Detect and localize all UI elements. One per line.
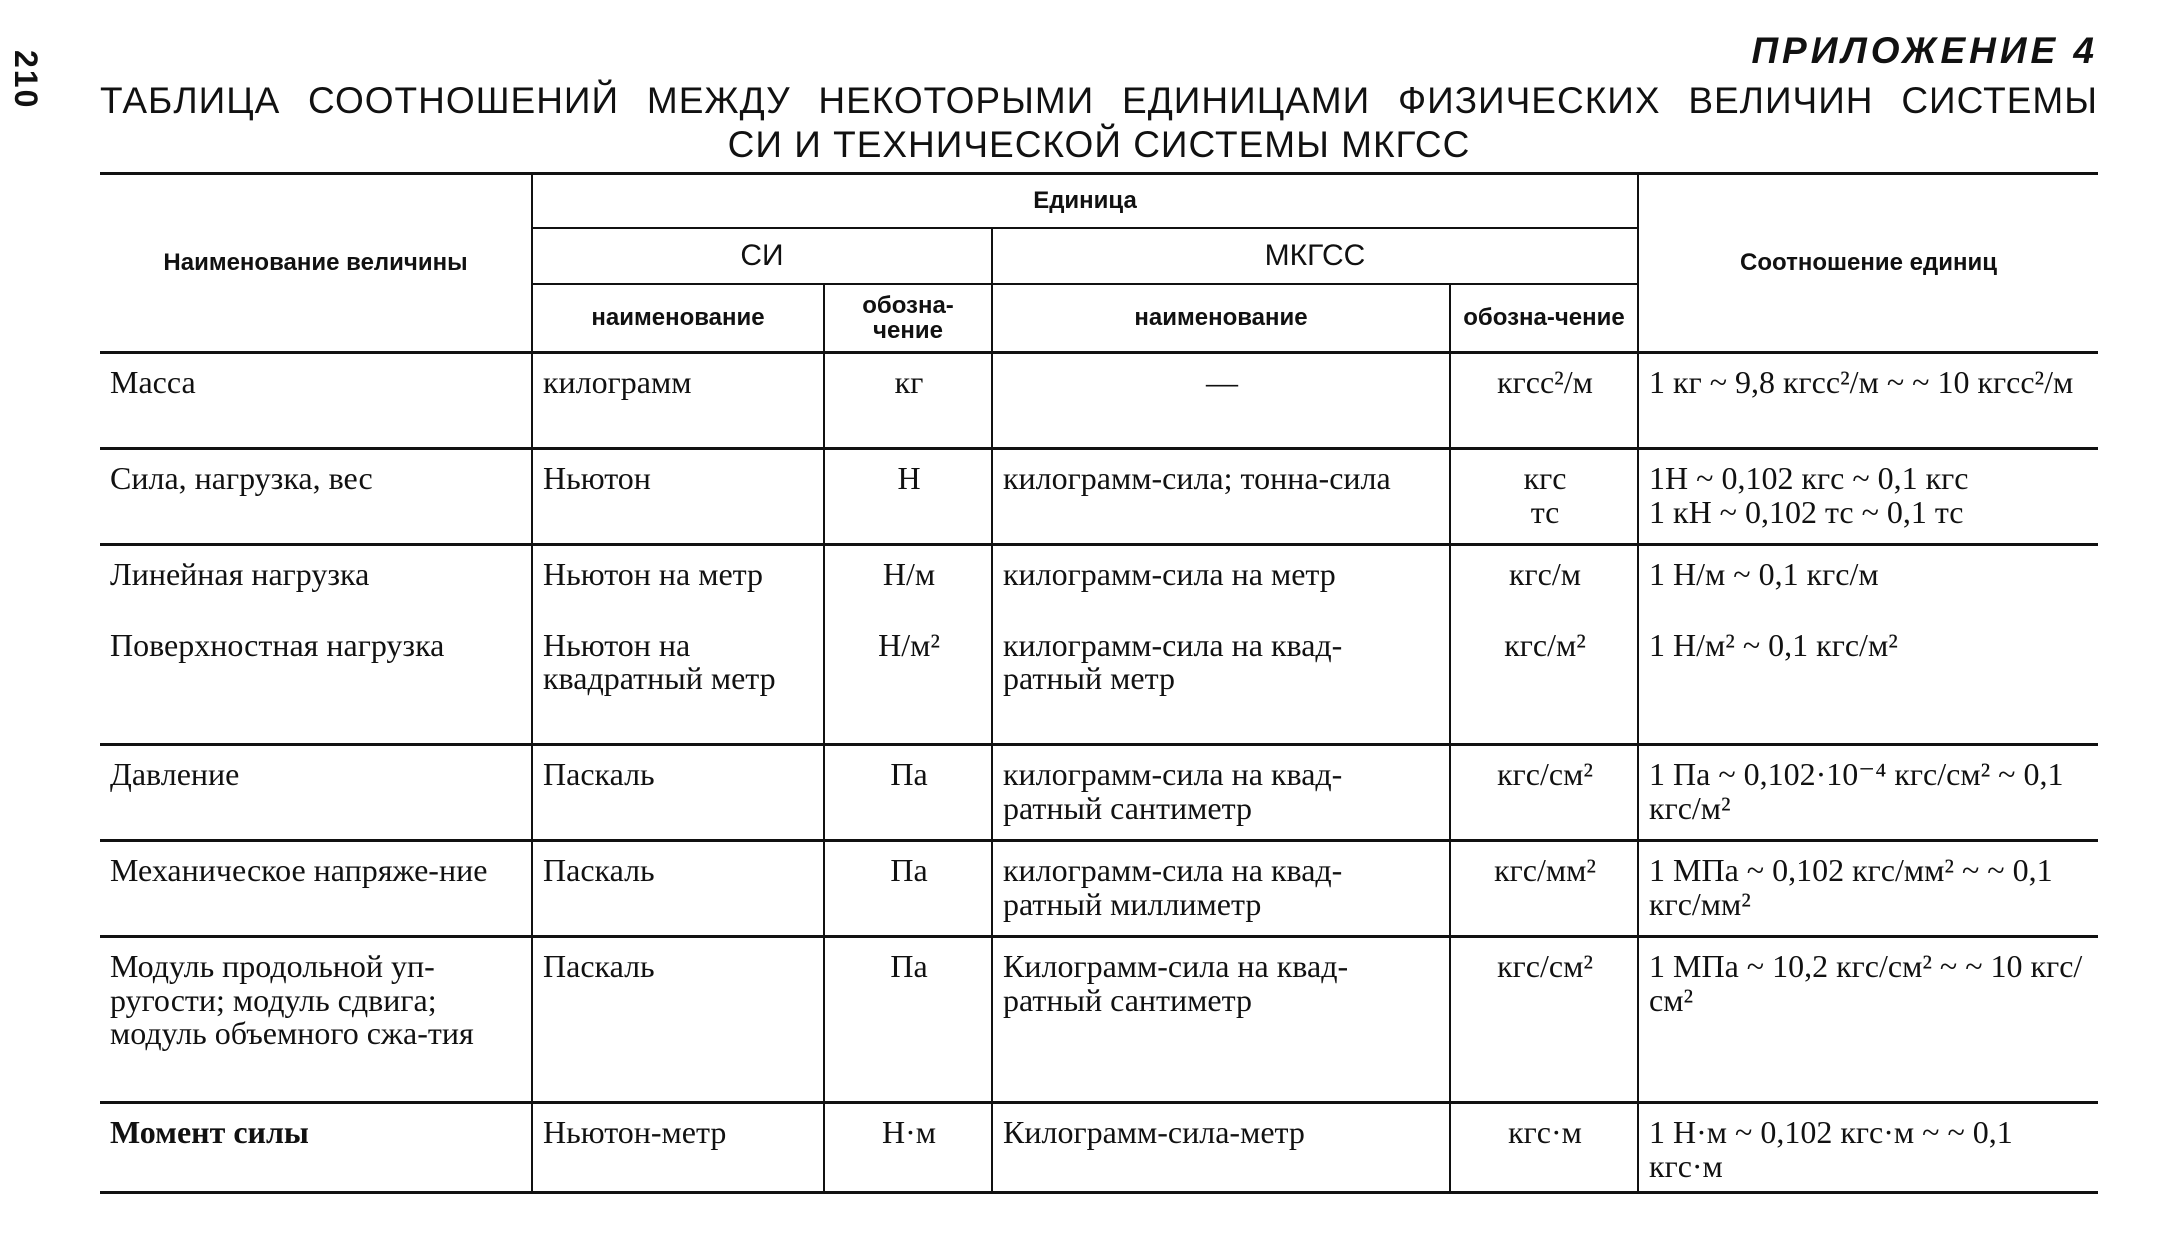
table-row xyxy=(100,617,2098,745)
table-row xyxy=(100,449,2098,545)
mkgss-name-cell: килограмм-сила на квад-ратный миллиметр xyxy=(992,841,1450,937)
mkgss-symbol-cell: кгс/мм² xyxy=(1450,841,1638,937)
quantity-cell: Сила, нагрузка, вес xyxy=(100,449,532,545)
mkgss-symbol-cell: кгс·м xyxy=(1450,1103,1638,1193)
mkgss-name-cell: килограмм-сила на квад-ратный метр xyxy=(992,617,1450,745)
page-number: 210 xyxy=(8,50,44,110)
quantity-cell: Линейная нагрузка xyxy=(100,545,532,617)
si-name-cell: Ньютон на метр xyxy=(532,545,824,617)
mkgss-symbol-line: кгс xyxy=(1523,460,1567,496)
mkgss-name-cell: килограмм-сила; тонна-сила xyxy=(992,449,1450,545)
mkgss-symbol-cell: кгс/см² xyxy=(1450,937,1638,1103)
mkgss-symbol-cell: кгс/см² xyxy=(1450,745,1638,841)
mkgss-name-cell: килограмм-сила на метр xyxy=(992,545,1450,617)
mkgss-symbol-cell: кгс/м² xyxy=(1450,617,1638,745)
table-row xyxy=(100,353,2098,449)
mkgss-symbol-line: тс xyxy=(1530,493,1560,530)
mkgss-symbol-cell xyxy=(1450,449,1638,545)
table-row xyxy=(100,1103,2098,1193)
header-relation: Соотношение единиц xyxy=(1638,174,2098,353)
header-mkgss-name: наименование xyxy=(992,284,1450,353)
table-row xyxy=(100,545,2098,617)
si-symbol-cell: Н/м xyxy=(824,545,992,617)
header-unit: Единица xyxy=(532,174,1638,229)
relation-cell: 1 Н·м ~ 0,102 кгс·м ~ ~ 0,1 кгс·м xyxy=(1638,1103,2098,1193)
appendix-label: ПРИЛОЖЕНИЕ 4 xyxy=(1751,30,2098,71)
header-si: СИ xyxy=(532,228,992,284)
si-symbol-cell: кг xyxy=(824,353,992,449)
mkgss-name-cell: Килограмм-сила-метр xyxy=(992,1103,1450,1193)
si-name-cell: Ньютон-метр xyxy=(532,1103,824,1193)
quantity-cell: Момент силы xyxy=(100,1103,532,1193)
table-row xyxy=(100,841,2098,937)
si-symbol-cell: Н·м xyxy=(824,1103,992,1193)
relation-cell: 1 кг ~ 9,8 кгсс²/м ~ ~ 10 кгсс²/м xyxy=(1638,353,2098,449)
table-title-line-2: СИ И ТЕХНИЧЕСКОЙ СИСТЕМЫ МКГСС xyxy=(727,124,1471,165)
relation-cell: 1 МПа ~ 0,102 кгс/мм² ~ ~ 0,1 кгс/мм² xyxy=(1638,841,2098,937)
mkgss-symbol-cell: кгсс²/м xyxy=(1450,353,1638,449)
header-quantity: Наименование величины xyxy=(163,249,468,277)
si-name-cell: Паскаль xyxy=(532,937,824,1103)
table-row xyxy=(100,937,2098,1103)
relation-line: 1Н ~ 0,102 кгс ~ 0,1 кгс xyxy=(1649,460,1969,496)
header-mkgss: МКГСС xyxy=(992,228,1638,284)
si-symbol-cell: Н xyxy=(824,449,992,545)
header-si-name: наименование xyxy=(532,284,824,353)
si-name-cell: Ньютон xyxy=(532,449,824,545)
mkgss-name-cell: — xyxy=(992,353,1450,449)
relation-line: 1 кН ~ 0,102 тс ~ 0,1 тс xyxy=(1649,493,1964,530)
relation-cell: 1 МПа ~ 10,2 кгс/см² ~ ~ 10 кгс/см² xyxy=(1638,937,2098,1103)
header-mkgss-symbol: обозна-чение xyxy=(1450,284,1638,353)
si-symbol-cell: Па xyxy=(824,937,992,1103)
si-name-cell: Паскаль xyxy=(532,745,824,841)
si-name-cell: Паскаль xyxy=(532,841,824,937)
quantity-cell: Давление xyxy=(100,745,532,841)
si-name-cell: килограмм xyxy=(532,353,824,449)
table-row xyxy=(100,745,2098,841)
relation-cell xyxy=(1638,449,2098,545)
si-symbol-cell: Н/м² xyxy=(824,617,992,745)
units-conversion-table xyxy=(100,172,2098,1194)
quantity-cell: Масса xyxy=(100,353,532,449)
header-si-symbol: обозна-чение xyxy=(824,284,992,353)
quantity-cell: Механическое напряже-ние xyxy=(100,841,532,937)
mkgss-symbol-cell: кгс/м xyxy=(1450,545,1638,617)
si-name-cell: Ньютон на квадратный метр xyxy=(532,617,824,745)
relation-cell: 1 Н/м ~ 0,1 кгс/м xyxy=(1638,545,2098,617)
si-symbol-cell: Па xyxy=(824,745,992,841)
table-title-line-1: ТАБЛИЦА СООТНОШЕНИЙ МЕЖДУ НЕКОТОРЫМИ ЕДИНИЦАМИ ФИЗИЧЕСКИХ ВЕЛИЧИН СИСТЕМЫ xyxy=(100,80,2098,121)
quantity-cell: Поверхностная нагрузка xyxy=(110,626,445,663)
relation-cell: 1 Па ~ 0,102·10⁻⁴ кгс/см² ~ 0,1 кгс/м² xyxy=(1638,745,2098,841)
mkgss-name-cell: килограмм-сила на квад-ратный сантиметр xyxy=(992,745,1450,841)
si-symbol-cell: Па xyxy=(824,841,992,937)
relation-cell: 1 Н/м² ~ 0,1 кгс/м² xyxy=(1638,617,2098,745)
mkgss-name-cell: Килограмм-сила на квад-ратный сантиметр xyxy=(992,937,1450,1103)
quantity-cell: Модуль продольной уп-ругости; модуль сдвига; модуль объемного сжа-тия xyxy=(100,937,532,1103)
